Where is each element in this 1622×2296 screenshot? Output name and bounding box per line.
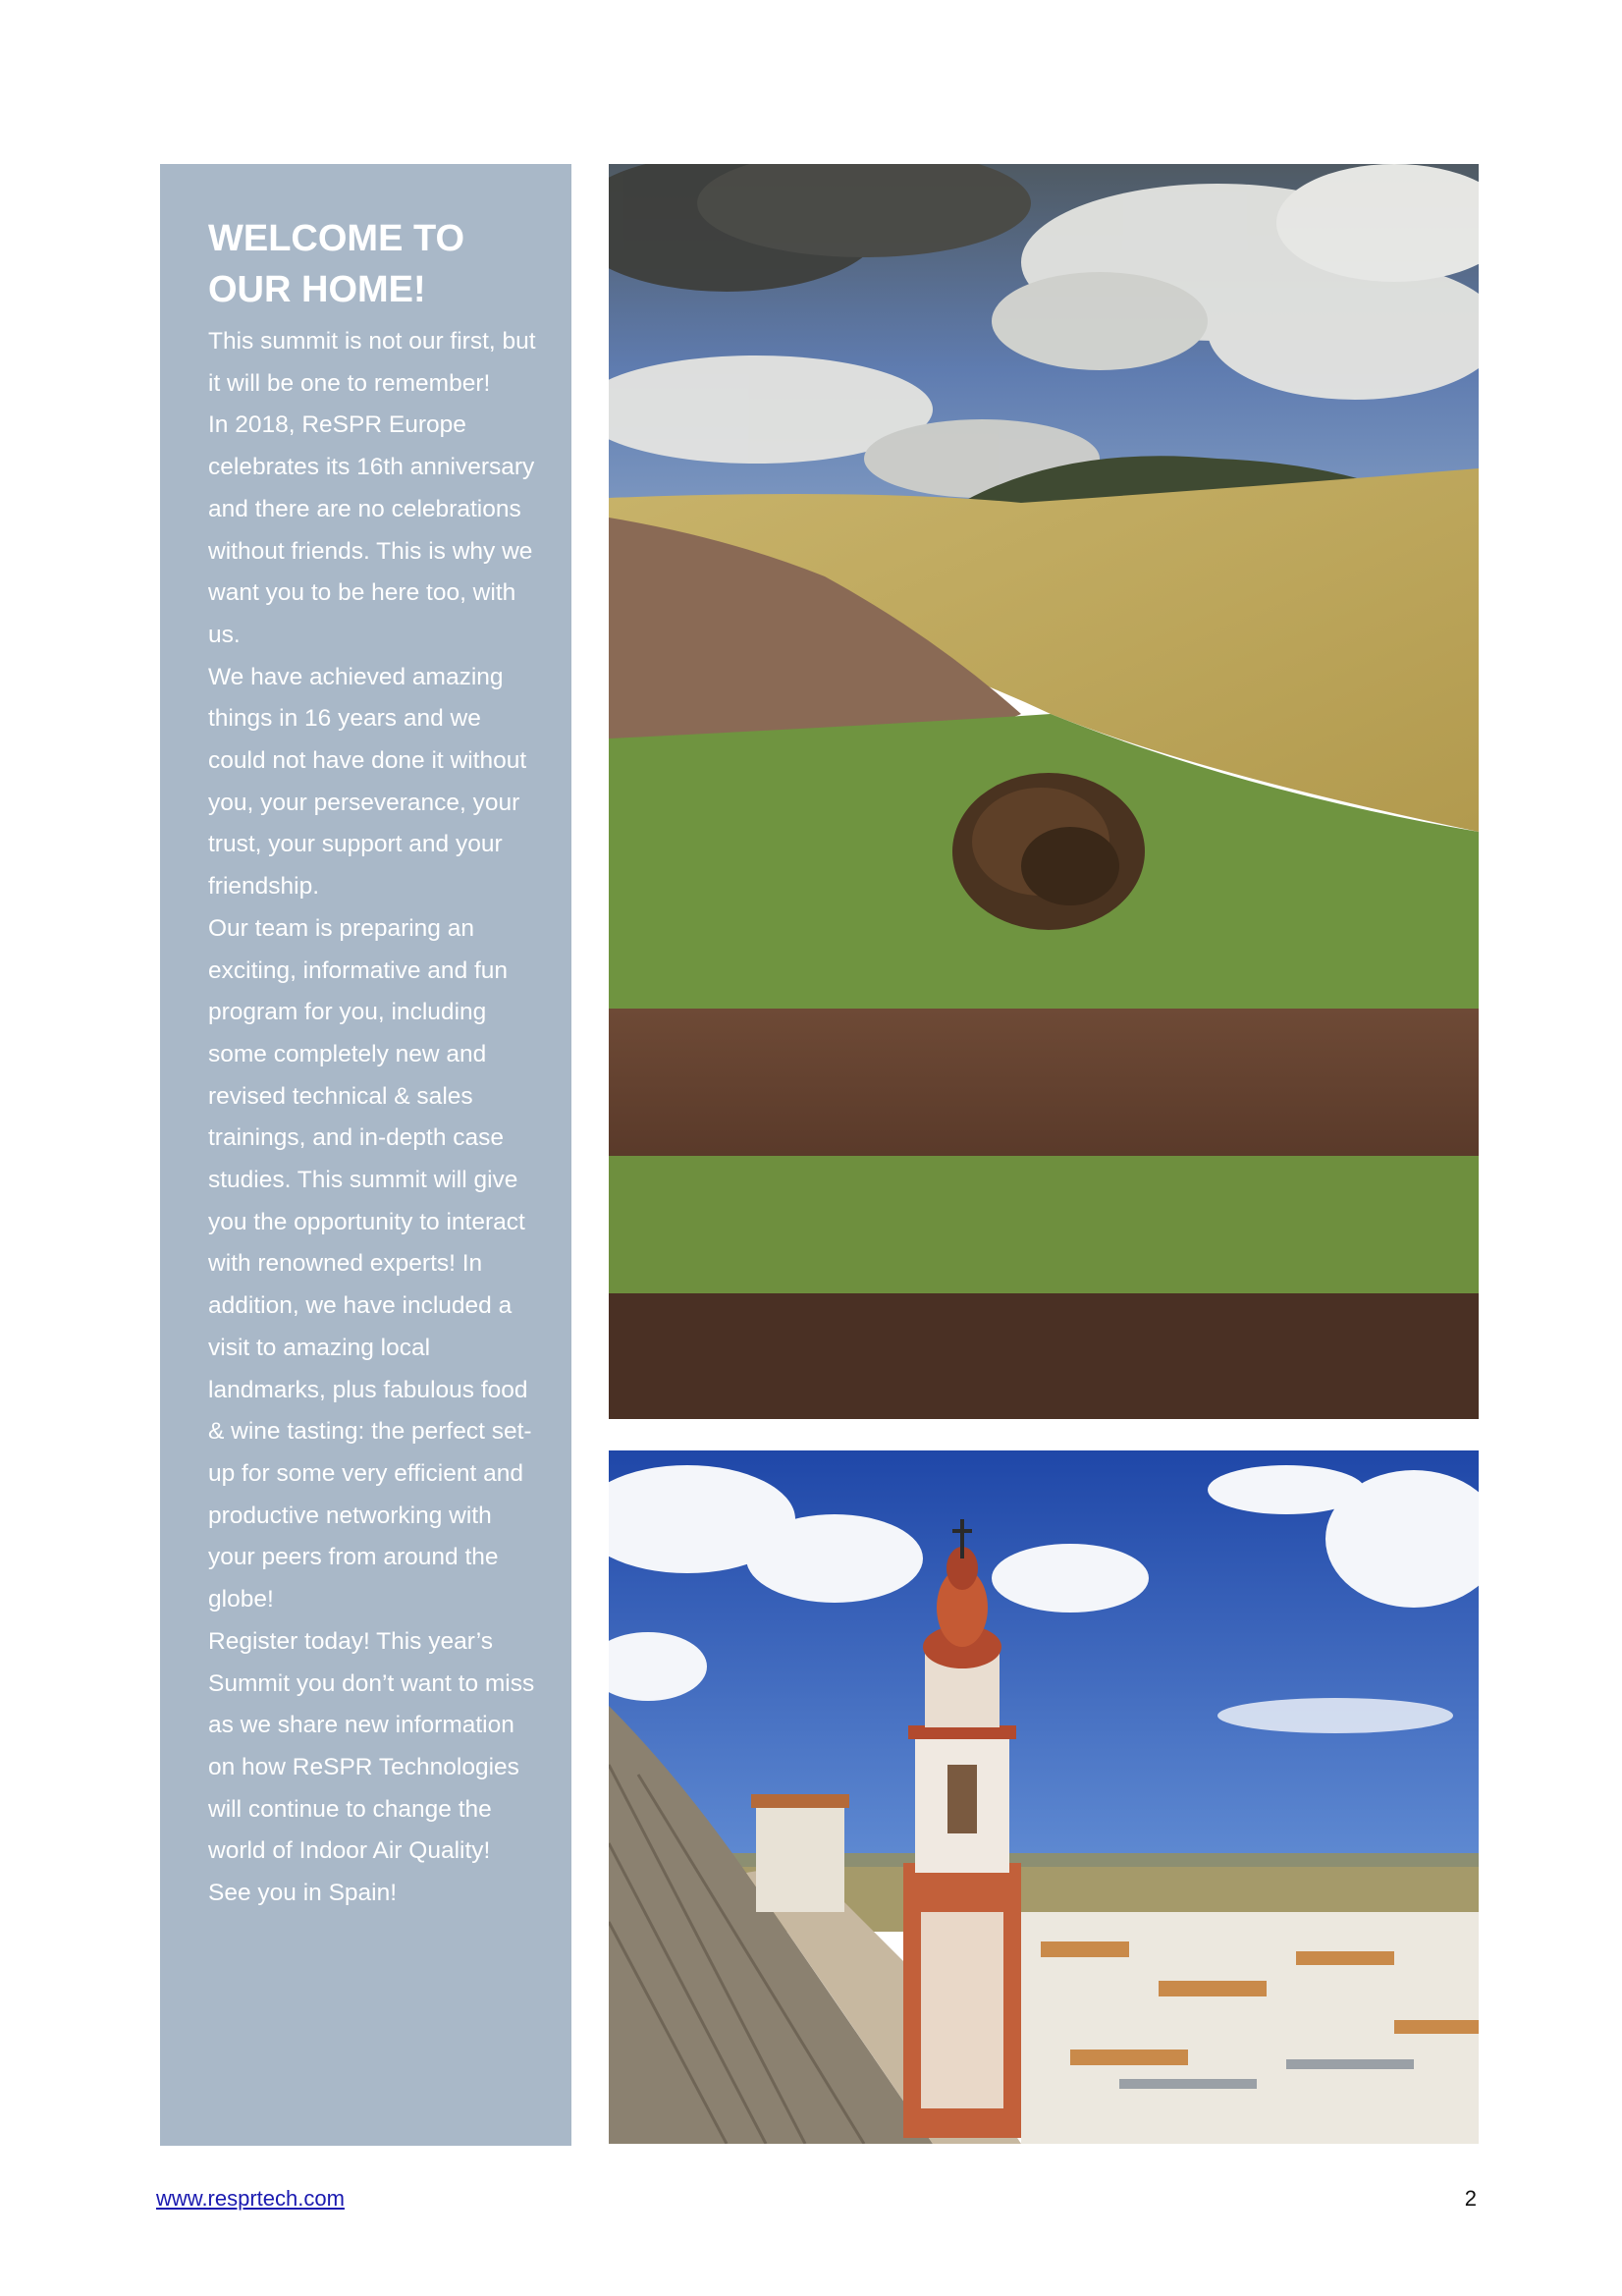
paragraph-intro: This summit is not our first, but it will be one to remember! xyxy=(208,328,536,397)
landscape-photo xyxy=(609,164,1479,1419)
welcome-sidebar xyxy=(160,164,571,2146)
town-photo xyxy=(609,1450,1479,2144)
paragraph-program: Our team is preparing an exciting, informative and fun program for you, including some completely new and revised technical & sales trainings, and in-depth case studies. This summit will give you the opportunity to interact with renowned experts! In addition, we have included a visit to amazing local landmarks, plus fabulous food & wine tasting: the perfect set-up for some very efficient and productive networking with your peers from around the globe! xyxy=(208,914,532,1613)
page-number: 2 xyxy=(1464,2186,1477,2211)
sidebar-body xyxy=(208,321,542,1915)
paragraph-achievements: We have achieved amazing things in 16 years and we could not have done it without you, your perseverance, your trust, your support and your friendship. xyxy=(208,663,527,901)
paragraph-anniversary: In 2018, ReSPR Europe celebrates its 16th anniversary and there are no celebrations without friends. This is why we want you to be here too, with us. xyxy=(208,411,535,648)
paragraph-closing: See you in Spain! xyxy=(208,1880,398,1907)
paragraph-register: Register today! This year’s Summit you don’t want to miss as we share new information on how ReSPR Technologies will continue to change the world of Indoor Air Quality! xyxy=(208,1627,535,1865)
website-link[interactable]: www.resprtech.com xyxy=(156,2186,345,2211)
sidebar-title: WELCOME TO OUR HOME! xyxy=(208,218,465,310)
